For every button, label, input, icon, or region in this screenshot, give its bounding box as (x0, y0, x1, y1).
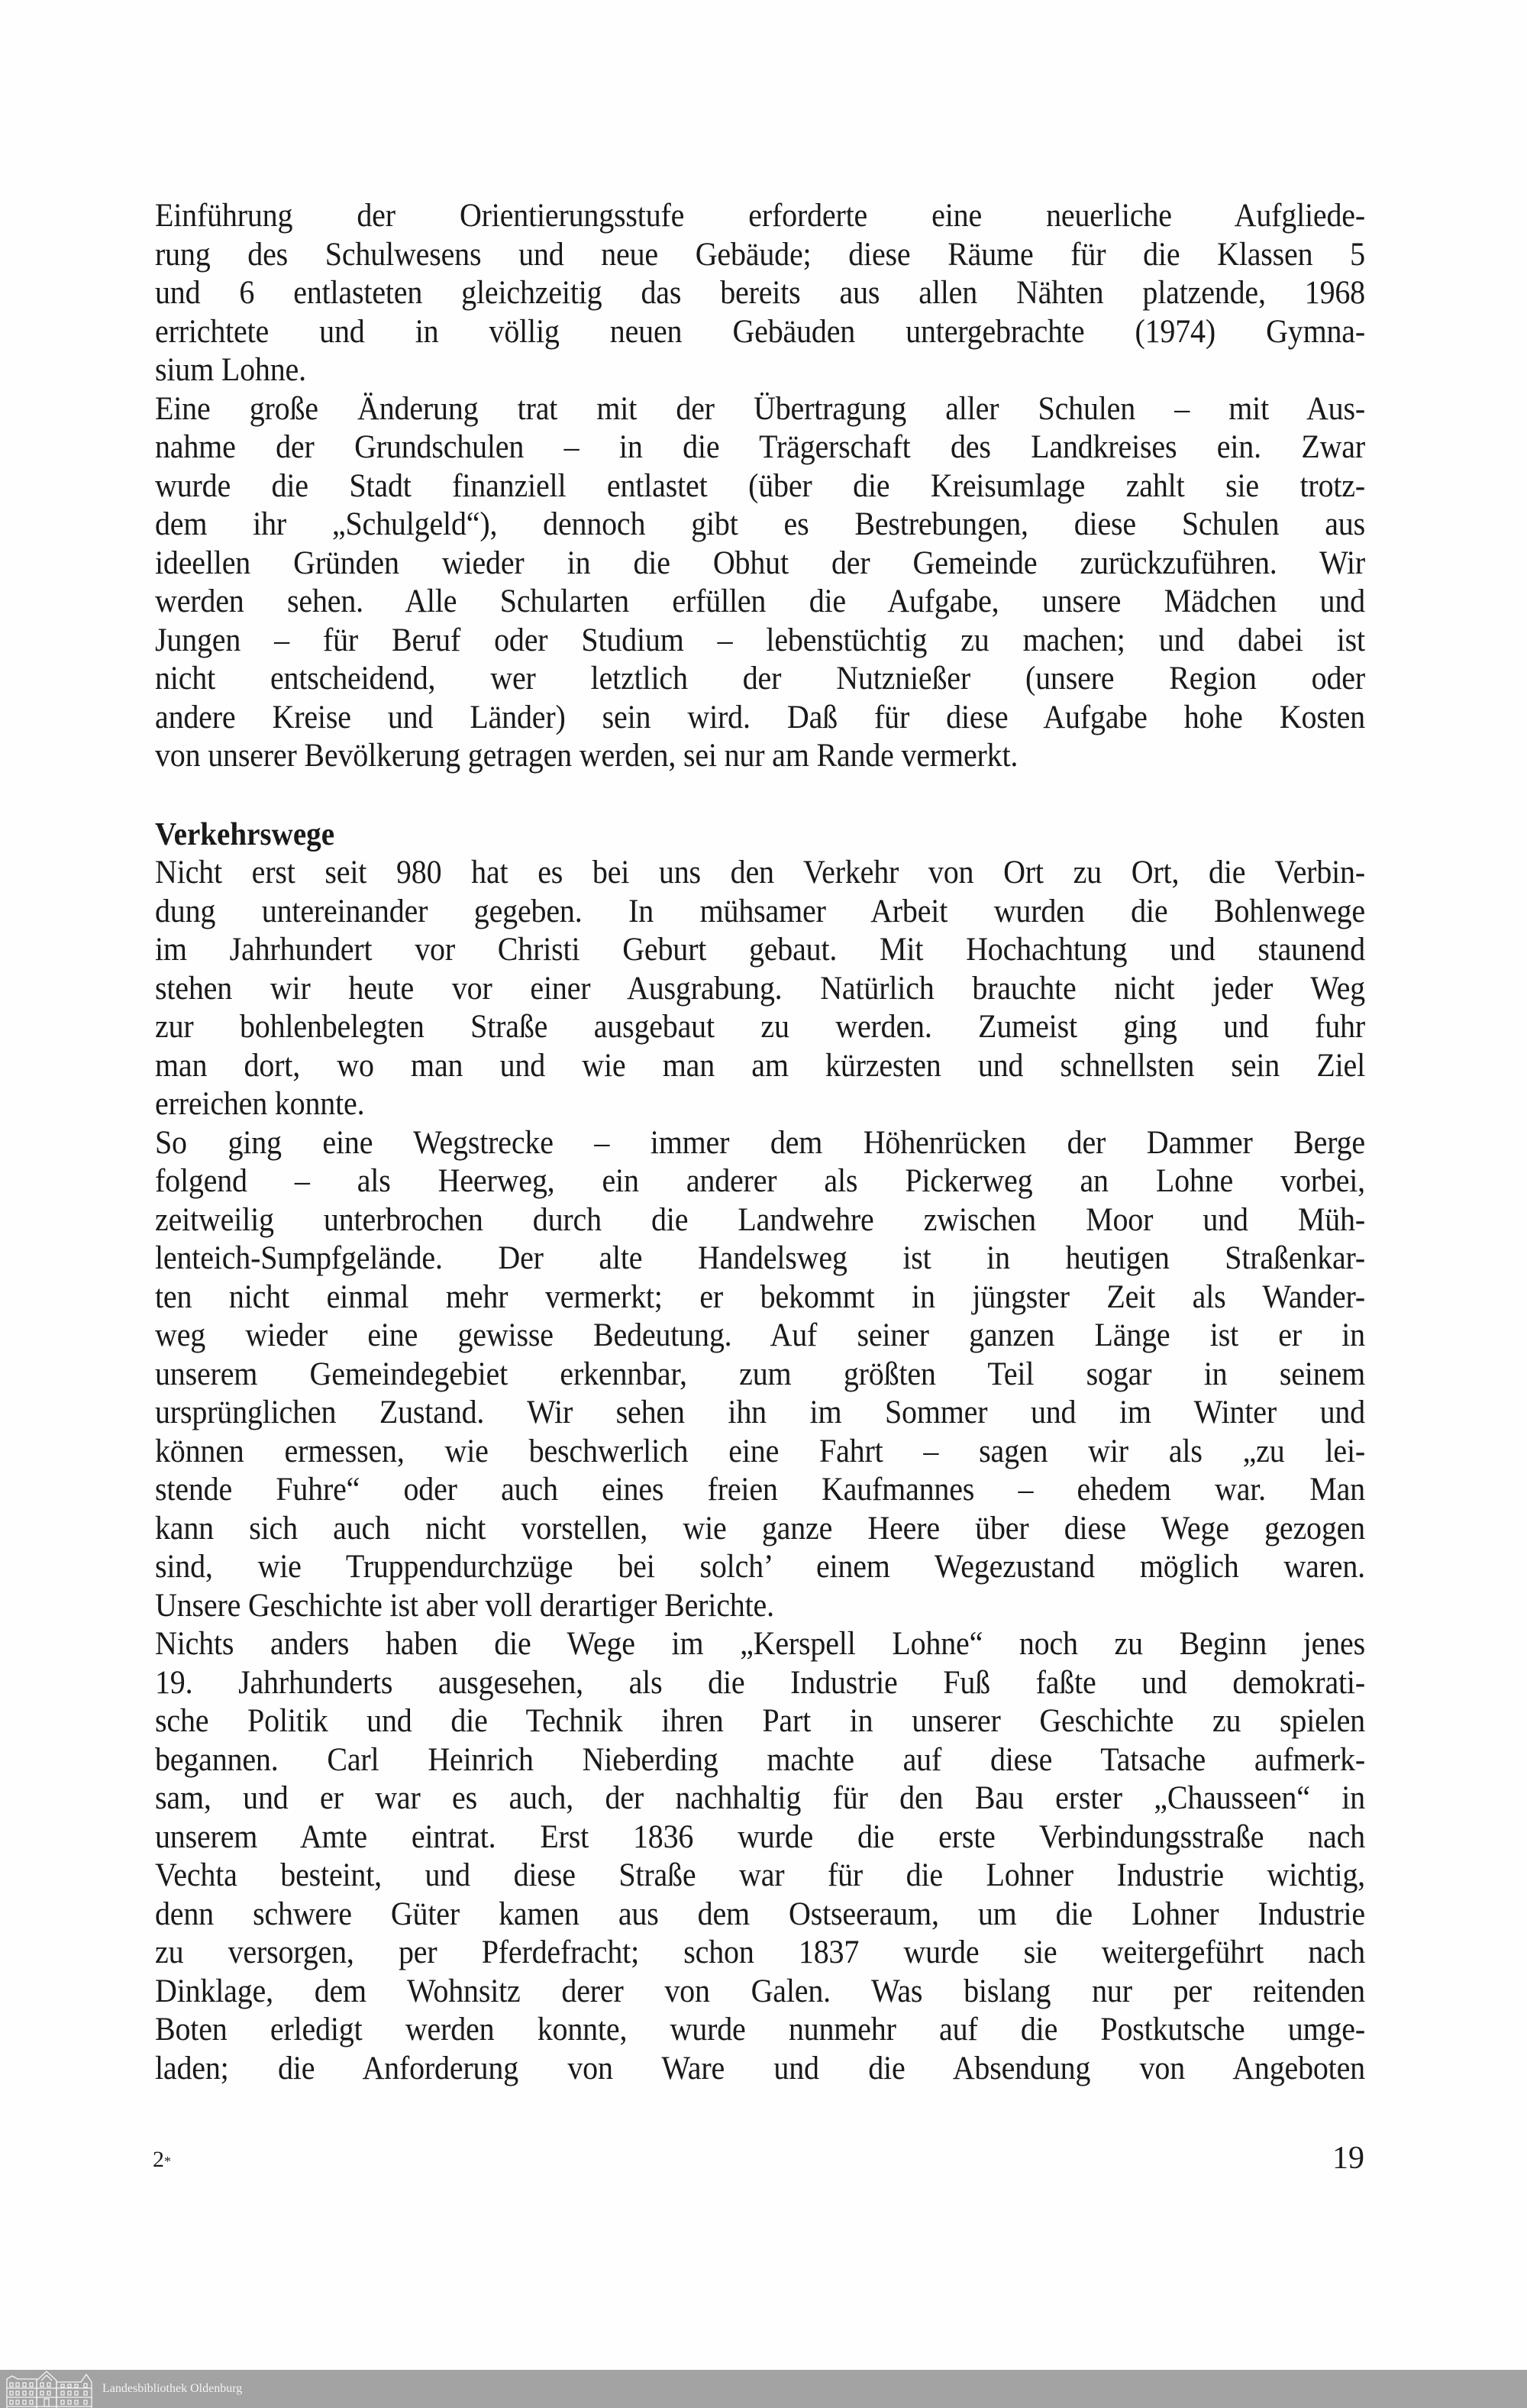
text-line: folgend – als Heerweg, ein anderer als Pickerweg an Lohne vorbei, (155, 1163, 1365, 1199)
text-line: ursprünglichen Zustand. Wir sehen ihn im Sommer und im Winter und (155, 1395, 1365, 1430)
paragraph-schools-1 (155, 197, 1365, 390)
paragraph-roads-3 (155, 1625, 1365, 2088)
text-line: Vechta besteint, und diese Straße war für die Lohner Industrie wichtig, (155, 1857, 1365, 1893)
text-line: zur bohlenbelegten Straße ausgebaut zu werden. Zumeist ging und fuhr (155, 1009, 1365, 1045)
text-line: andere Kreise und Länder) sein wird. Daß für diese Aufgabe hohe Kosten (155, 699, 1365, 735)
text-line: sium Lohne. (155, 352, 306, 388)
text-line: dem ihr „Schulgeld“), dennoch gibt es Bestrebungen, diese Schulen aus (155, 506, 1365, 542)
text-line: ten nicht einmal mehr vermerkt; er bekommt in jüngster Zeit als Wander- (155, 1278, 1365, 1315)
page-body-text (155, 197, 1365, 2088)
text-line: Jungen – für Beruf oder Studium – lebenstüchtig zu machen; und dabei ist (155, 622, 1365, 658)
text-line: sind, wie Truppendurchzüge bei solch’ einem Wegezustand möglich waren. (155, 1549, 1365, 1585)
printer-signature-mark (153, 2145, 171, 2175)
text-line: denn schwere Güter kamen aus dem Ostseeraum, um die Lohner Industrie (155, 1896, 1365, 1932)
text-line: unserem Amte eintrat. Erst 1836 wurde die erste Verbindungsstraße nach (155, 1818, 1365, 1855)
text-line: wurde die Stadt finanziell entlastet (über die Kreisumlage zahlt sie trotz- (155, 467, 1365, 504)
text-line: 19. Jahrhunderts ausgesehen, als die Industrie Fuß faßte und demokrati- (155, 1664, 1365, 1701)
text-line: Dinklage, dem Wohnsitz derer von Galen. Was bislang nur per reitenden (155, 1973, 1365, 2009)
text-line: und 6 entlasteten gleichzeitig das bereits aus allen Nähten platzende, 1968 (155, 275, 1365, 311)
text-line: errichtete und in völlig neuen Gebäuden untergebrachte (1974) Gymna- (155, 313, 1365, 350)
text-line: Nichts anders haben die Wege im „Kerspell Lohne“ noch zu Beginn jenes (155, 1626, 1365, 1662)
library-building-icon (5, 2370, 95, 2408)
text-line: von unserer Bevölkerung getragen werden, sei nur am Rande vermerkt. (155, 738, 1019, 774)
text-line: weg wieder eine gewisse Bedeutung. Auf seiner ganzen Länge ist er in (155, 1317, 1365, 1353)
text-line: kann sich auch nicht vorstellen, wie ganze Heere über diese Wege gezogen (155, 1510, 1365, 1547)
library-footer-bar (0, 2370, 1527, 2408)
library-name: Landesbibliothek Oldenburg (102, 2382, 243, 2395)
text-line: zeitweilig unterbrochen durch die Landwehre zwischen Moor und Müh- (155, 1201, 1365, 1238)
text-line: Einführung der Orientierungsstufe erforderte eine neuerliche Aufgliede- (155, 198, 1365, 234)
text-line: sche Politik und die Technik ihren Part in unserer Geschichte zu spielen (155, 1703, 1365, 1739)
text-line: stende Fuhre“ oder auch eines freien Kaufmannes – ehedem war. Man (155, 1472, 1365, 1508)
text-line: begannen. Carl Heinrich Nieberding machte auf diese Tatsache aufmerk- (155, 1741, 1365, 1778)
text-line: lenteich-Sumpfgelände. Der alte Handelsweg ist in heutigen Straßenkar- (155, 1240, 1365, 1276)
text-line: stehen wir heute vor einer Ausgrabung. Natürlich brauchte nicht jeder Weg (155, 970, 1365, 1007)
text-line: laden; die Anforderung von Ware und die Absendung von Angeboten (155, 2050, 1365, 2086)
section-heading-verkehrswege: Verkehrswege (155, 816, 335, 852)
section-spacer (155, 776, 1365, 816)
text-line: Boten erledigt werden konnte, wurde nunmehr auf die Postkutsche umge- (155, 2012, 1365, 2048)
text-line: Nicht erst seit 980 hat es bei uns den Verkehr von Ort zu Ort, die Verbin- (155, 855, 1365, 890)
paragraph-schools-2 (155, 390, 1365, 776)
text-line: rung des Schulwesens und neue Gebäude; diese Räume für die Klassen 5 (155, 236, 1365, 273)
text-line: im Jahrhundert vor Christi Geburt gebaut. Mit Hochachtung und staunend (155, 932, 1365, 968)
text-line: zu versorgen, per Pferdefracht; schon 1837 wurde sie weitergeführt nach (155, 1934, 1365, 1970)
page-number: 19 (1332, 2141, 1364, 2176)
text-line: erreichen konnte. (155, 1086, 365, 1122)
text-line: So ging eine Wegstrecke – immer dem Höhenrücken der Dammer Berge (155, 1124, 1365, 1161)
text-line: ideellen Gründen wieder in die Obhut der Gemeinde zurückzuführen. Wir (155, 545, 1365, 581)
text-line: nicht entscheidend, wer letztlich der Nutznießer (unsere Region oder (155, 661, 1365, 697)
signature-star: * (164, 2154, 171, 2169)
text-line: unserem Gemeindegebiet erkennbar, zum größten Teil sogar in seinem (155, 1356, 1365, 1392)
text-line: man dort, wo man und wie man am kürzesten und schnellsten sein Ziel (155, 1047, 1365, 1084)
text-line: Unsere Geschichte ist aber voll derartiger Berichte. (155, 1587, 774, 1624)
text-line: sam, und er war es auch, der nachhaltig für den Bau erster „Chausseen“ in (155, 1780, 1365, 1816)
text-line: können ermessen, wie beschwerlich eine Fahrt – sagen wir als „zu lei- (155, 1433, 1365, 1469)
text-line: dung untereinander gegeben. In mühsamer Arbeit wurden die Bohlenwege (155, 893, 1365, 929)
paragraph-roads-1 (155, 854, 1365, 1124)
text-line: Eine große Änderung trat mit der Übertragung aller Schulen – mit Aus- (155, 390, 1365, 427)
paragraph-roads-2 (155, 1124, 1365, 1626)
text-line: nahme der Grundschulen – in die Trägerschaft des Landkreises ein. Zwar (155, 429, 1365, 465)
text-line: werden sehen. Alle Schularten erfüllen die Aufgabe, unsere Mädchen und (155, 583, 1365, 619)
signature-number: 2 (153, 2147, 164, 2172)
